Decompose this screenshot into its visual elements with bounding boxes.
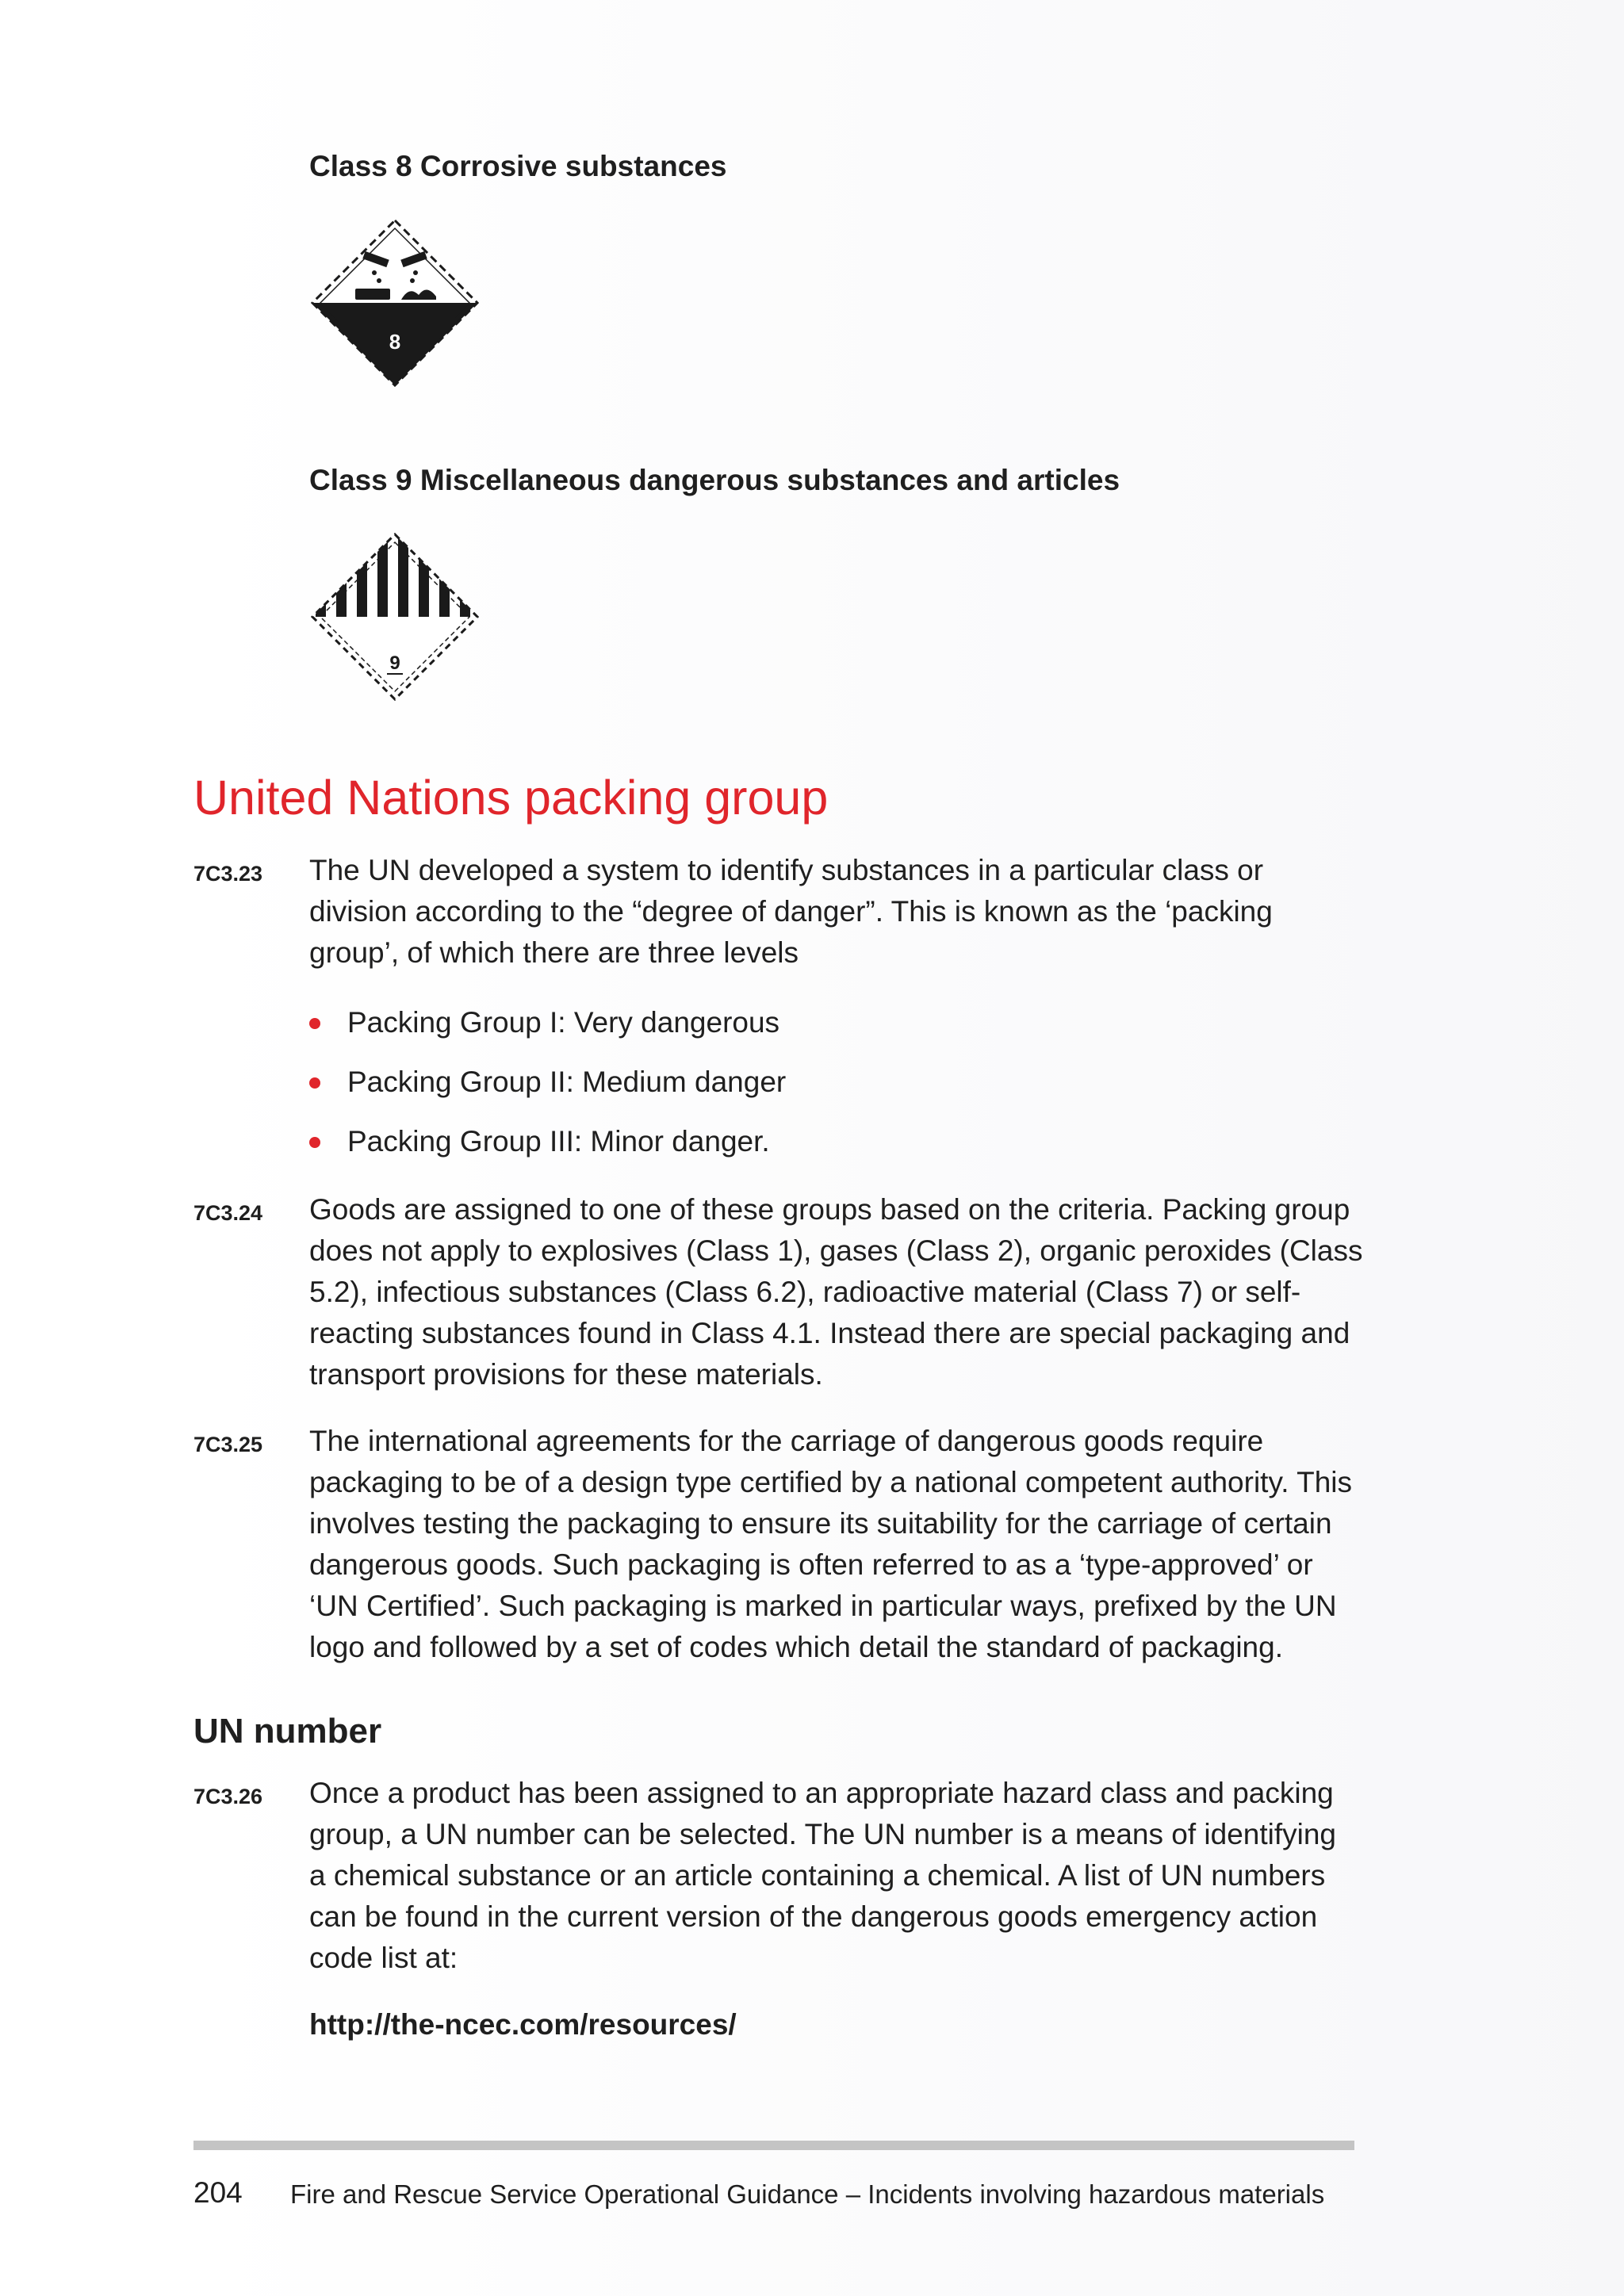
un-number-heading: UN number (193, 1712, 382, 1751)
paragraph-7c3-23 (309, 850, 1372, 974)
document-page: Class 8 Corrosive substances 8 Class 9 Miscellaneous dangerous substances and articles 9 United Nations packing group 7C3.23 The UN developed a system to identify substances in a particular class or division according to the “degree of danger”. This is known as the ‘packing group’, of which there are three levels Packing Group I: Very dangerous Packing Group II: Medium danger Packing Group III: Minor danger. 7C3.24 Goods are assigned to one of these groups based on the criteria. Packing group does not apply to explosives (Class 1), gases (Class 2), organic peroxides (Class 5.2), infectious substances (Class 6.2), radioactive material (Class 7) or self- reacting substances found in Class 4.1. Instead there are special packaging and transport provisions for these materials. 7C3.25 The international agreements for the carriage of dangerous goods require packaging to be of a design type certified by a national competent authority. This involves testing the packaging to ensure its suitability for the carriage of certain dangerous goods. Such packaging is often referred to as a ‘type-approved’ or ‘UN Certified’. Such packaging is marked in particular ways, prefixed by the UN logo and followed by a set of codes which detail the standard of packaging. UN number 7C3.26 Once a product has been assigned to an appropriate hazard class and packing group, a UN number can be selected. The UN number is a means of identifying a chemical substance or an article containing a chemical. A list of UN numbers can be found in the current version of the dangerous goods emergency action code list at: http://the-ncec.com/resources/ 204 Fire and Rescue Service Operational Guidance – Incidents involving hazardous materials (0, 0, 1624, 2296)
text-line: The UN developed a system to identify substances in a particular class or (309, 854, 1264, 886)
section-heading: United Nations packing group (193, 771, 829, 825)
text-line: does not apply to explosives (Class 1), gases (Class 2), organic peroxides (Class (309, 1234, 1363, 1267)
ncec-resources-link[interactable]: http://the-ncec.com/resources/ (309, 2008, 737, 2041)
paragraph-number: 7C3.25 (193, 1433, 263, 1456)
corrosive-placard-icon (308, 216, 482, 394)
text-line: Goods are assigned to one of these groups based on the criteria. Packing group (309, 1193, 1350, 1226)
class-9-caption: Class 9 Miscellaneous dangerous substances and articles (309, 464, 1120, 496)
miscellaneous-placard-icon (308, 530, 482, 708)
class-9-number: 9 (389, 652, 400, 674)
footer-divider (193, 2141, 1354, 2150)
text-line: involves testing the packaging to ensure its suitability for the carriage of certain (309, 1507, 1332, 1540)
text-line: ‘UN Certified’. Such packaging is marked in particular ways, prefixed by the UN (309, 1590, 1337, 1622)
class-8-caption: Class 8 Corrosive substances (309, 150, 727, 182)
text-line: Once a product has been assigned to an appropriate hazard class and packing (309, 1777, 1334, 1809)
text-line: The international agreements for the carriage of dangerous goods require (309, 1425, 1264, 1457)
paragraph-7c3-26 (309, 1773, 1372, 1979)
text-line: transport provisions for these materials. (309, 1358, 823, 1391)
text-line: division according to the “degree of danger”. This is known as the ‘packing (309, 895, 1273, 928)
text-line: reacting substances found in Class 4.1. Instead there are special packaging and (309, 1317, 1350, 1349)
bullet-icon (309, 1137, 320, 1148)
text-line: 5.2), infectious substances (Class 6.2), radioactive material (Class 7) or self- (309, 1276, 1301, 1308)
paragraph-number: 7C3.26 (193, 1785, 263, 1808)
paragraph-7c3-25 (309, 1421, 1372, 1668)
text-line: logo and followed by a set of codes which detail the standard of packaging. (309, 1631, 1283, 1663)
text-line: group, a UN number can be selected. The UN number is a means of identifying (309, 1818, 1336, 1850)
page-number: 204 (193, 2176, 243, 2209)
class-8-number: 8 (389, 330, 401, 354)
paragraph-number: 7C3.23 (193, 862, 263, 886)
text-line: can be found in the current version of the dangerous goods emergency action (309, 1900, 1318, 1933)
footer-title: Fire and Rescue Service Operational Guidance – Incidents involving hazardous materials (290, 2179, 1325, 2209)
bullet-icon (309, 1018, 320, 1029)
bullet-icon (309, 1077, 320, 1089)
text-line: code list at: (309, 1942, 458, 1974)
text-line: dangerous goods. Such packaging is often referred to as a ‘type-approved’ or (309, 1548, 1313, 1581)
text-line: group’, of which there are three levels (309, 936, 799, 969)
paragraph-number: 7C3.24 (193, 1201, 263, 1225)
text-line: a chemical substance or an article containing a chemical. A list of UN numbers (309, 1859, 1326, 1892)
paragraph-7c3-24 (309, 1189, 1372, 1395)
text-line: packaging to be of a design type certified by a national competent authority. This (309, 1466, 1352, 1498)
